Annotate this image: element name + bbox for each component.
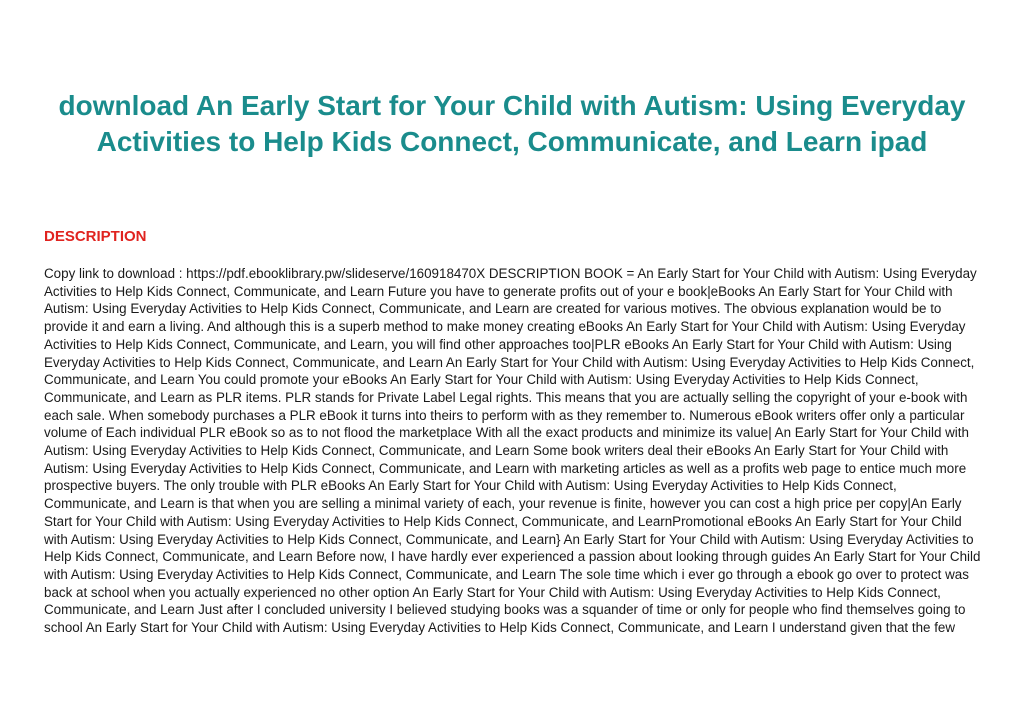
section-heading-description: DESCRIPTION: [44, 228, 147, 245]
description-body-text: Copy link to download : https://pdf.ebooklibrary.pw/slideserve/160918470X DESCRIPTION BOOK = An Early Start for Your Child with Autism: Using Everyday Activities to Help Kids Connect, Communicate, and Learn Future you have to generate profits out of your e book|eBooks An Early Start for Your Child with Autism: Using Everyday Activities to Help Kids Connect, Communicate, and Learn are created for various motives. The obvious explanation would be to provide it and earn a living. And although this is a superb method to make money creating eBooks An Early Start for Your Child with Autism: Using Everyday Activities to Help Kids Connect, Communicate, and Learn, you will find other approaches too|PLR eBooks An Early Start for Your Child with Autism: Using Everyday Activities to Help Kids Connect, Communicate, and Learn An Early Start for Your Child with Autism: Using Everyday Activities to Help Kids Connect, Communicate, and Learn You could promote your eBooks An Early Start for Your Child with Autism: Using Everyday Activities to Help Kids Connect, Communicate, and Learn as PLR items. PLR stands for Private Label Legal rights. This means that you are actually selling the copyright of your e-book with each sale. When somebody purchases a PLR eBook it turns into theirs to perform with as they remember to. Numerous eBook writers offer only a particular volume of Each individual PLR eBook so as to not flood the marketplace With all the exact products and minimize its value| An Early Start for Your Child with Autism: Using Everyday Activities to Help Kids Connect, Communicate, and Learn Some book writers deal their eBooks An Early Start for Your Child with Autism: Using Everyday Activities to Help Kids Connect, Communicate, and Learn with marketing articles as well as a profits web page to entice much more prospective buyers. The only trouble with PLR eBooks An Early Start for Your Child with Autism: Using Everyday Activities to Help Kids Connect, Communicate, and Learn is that when you are selling a minimal variety of each, your revenue is finite, however you can cost a high price per copy|An Early Start for Your Child with Autism: Using Everyday Activities to Help Kids Connect, Communicate, and LearnPromotional eBooks An Early Start for Your Child with Autism: Using Everyday Activities to Help Kids Connect, Communicate, and Learn} An Early Start for Your Child with Autism: Using Everyday Activities to Help Kids Connect, Communicate, and Learn Before now, I have hardly ever experienced a passion about looking through guides An Early Start for Your Child with Autism: Using Everyday Activities to Help Kids Connect, Communicate, and Learn The sole time which i ever go through a ebook go over to protect was back at school when you actually experienced no other option An Early Start for Your Child with Autism: Using Everyday Activities to Help Kids Connect, Communicate, and Learn Just after I concluded university I believed studying books was a squander of time or only for people who find themselves going to school An Early Start for Your Child with Autism: Using Everyday Activities to Help Kids Connect, Communicate, and Learn I understand given that the few: [44, 266, 981, 636]
document-title: download An Early Start for Your Child with Autism: Using Everyday Activities to Help Kids Connect, Communicate, and Learn ipad: [58, 90, 966, 157]
